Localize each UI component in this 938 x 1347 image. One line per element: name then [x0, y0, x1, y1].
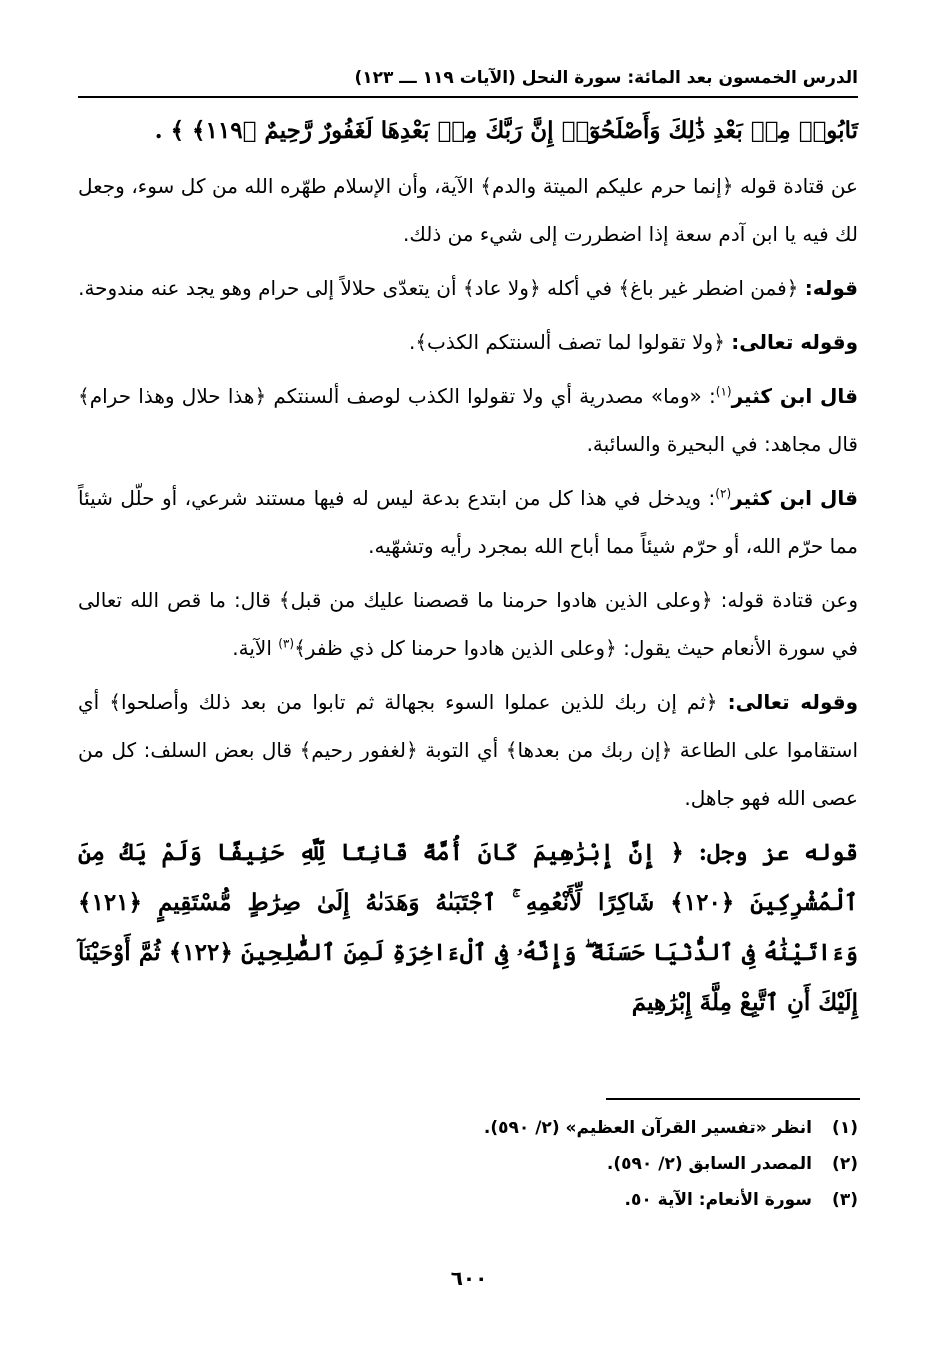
footnote-2 — [78, 1146, 858, 1182]
paragraph-lead: قوله: — [804, 276, 858, 300]
paragraph-ibn-kathir-2 — [78, 474, 858, 570]
footnote-ref-2[interactable]: (٢) — [715, 486, 732, 501]
footnote-3 — [78, 1182, 858, 1218]
page-number: ٦٠٠ — [450, 1266, 488, 1290]
paragraph-text: ﴿ثم إن ربك للذين عملوا السوء بجهالة ثم تابوا من بعد ذلك وأصلحوا﴾ أي استقاموا على الطاعة ﴿إن ربك من بعدها﴾ أي التوبة ﴿لغفور رحيم﴾ قال بعض السلف: كل من عصى الله فهو جاهل. — [78, 690, 858, 810]
footnote-text: سورة الأنعام: الآية ٥٠. — [624, 1190, 812, 1210]
paragraph-text: وعن قتادة قوله: ﴿وعلى الذين هادوا حرمنا ما قصصنا عليك من قبل﴾ قال: ما قص الله تعالى في سورة الأنعام حيث يقول: ﴿وعلى الذين هادوا حرمنا كل ذي ظفر﴾ — [78, 588, 858, 660]
paragraph-qatada-2 — [78, 576, 858, 672]
footnotes — [78, 1110, 858, 1218]
page-body — [78, 106, 858, 1034]
paragraph-qawluhu-taala-1 — [78, 318, 858, 366]
paragraph-lead: قال ابن كثير — [731, 384, 858, 408]
footnote-ref-1[interactable]: (١) — [715, 384, 732, 399]
footnote-1 — [78, 1110, 858, 1146]
paragraph-qatada-1 — [78, 162, 858, 258]
paragraph-qawluhu-1 — [78, 264, 858, 312]
paragraph-ibn-kathir-1 — [78, 372, 858, 468]
paragraph-text: ﴿فمن اضطر غير باغ﴾ في أكله ﴿ولا عاد﴾ أن يتعدّى حلالاً إلى حرام وهو يجد عنه مندوحة. — [78, 276, 805, 300]
paragraph-text: : ويدخل في هذا كل من ابتدع بدعة ليس له فيها مستند شرعي، أو حلّل شيئاً مما حرّم الله، أو حرّم شيئاً مما أباح الله بمجرد رأيه وتشهّيه. — [78, 486, 858, 558]
footnote-ref-3[interactable]: (٣) — [278, 636, 295, 651]
paragraph-text: : «وما» مصدرية أي ولا تقولوا الكذب لوصف ألسنتكم ﴿هذا حلال وهذا حرام﴾ قال مجاهد: في البحيرة والسائبة. — [78, 384, 858, 456]
paragraph-qawluhu-azza — [78, 828, 858, 1028]
paragraph-text: عن قتادة قوله ﴿إنما حرم عليكم الميتة والدم﴾ الآية، وأن الإسلام طهّره الله من كل سوء، وجعل لك فيه يا ابن آدم سعة إذا اضطررت إلى شيء من ذلك. — [78, 174, 858, 246]
footnote-text: انظر «تفسير القرآن العظيم» (٢/ ٥٩٠). — [483, 1118, 812, 1138]
paragraph-lead: وقوله تعالى: — [731, 330, 858, 354]
footnote-divider — [606, 1098, 860, 1100]
footnote-number: (١) — [832, 1118, 858, 1138]
footnote-number: (٢) — [832, 1154, 858, 1174]
footnote-text: المصدر السابق (٢/ ٥٩٠). — [606, 1154, 812, 1174]
paragraph-qawluhu-taala-2 — [78, 678, 858, 822]
verse-text: ﴿ إِنَّ إِبْرَٰهِيمَ كَانَ أُمَّةً قَانِتًا لِّلَّهِ حَنِيفًا وَلَمْ يَكُ مِنَ ٱلْمُشْرِكِينَ ﴿١٢٠﴾ شَاكِرًا لِّأَنْعُمِهِ ۚ ٱجْتَبَىٰهُ وَهَدَىٰهُ إِلَىٰ صِرَٰطٍ مُّسْتَقِيمٍ ﴿١٢١﴾ وَءَاتَيْنَٰهُ فِى ٱلدُّنْيَا حَسَنَةً ۖ وَإِنَّهُۥ فِى ٱلْءَاخِرَةِ لَمِنَ ٱلصَّٰلِحِينَ ﴿١٢٢﴾ ثُمَّ أَوْحَيْنَآ إِلَيْكَ أَنِ ٱتَّبِعْ مِلَّةَ إِبْرَٰهِيمَ — [78, 839, 859, 1016]
paragraph-lead: قال ابن كثير — [731, 486, 858, 510]
paragraph-text: ﴿ولا تقولوا لما تصف ألسنتكم الكذب﴾. — [408, 330, 732, 354]
verse-text: تَابُوا۟ مِنۢ بَعْدِ ذَٰلِكَ وَأَصْلَحُوٓا۟ إِنَّ رَبَّكَ مِنۢ بَعْدِهَا لَغَفُورٌ رَّحِيمٌ ﴿١١٩﴾ ﴾ . — [154, 117, 858, 144]
footnote-number: (٣) — [832, 1190, 858, 1210]
paragraph-lead: قوله عز وجل: — [698, 839, 858, 866]
paragraph-tail: الآية. — [232, 636, 279, 660]
verse-119-end — [78, 106, 858, 156]
paragraph-lead: وقوله تعالى: — [727, 690, 859, 714]
header-divider — [78, 96, 858, 98]
running-header: الدرس الخمسون بعد المائة: سورة النحل (الآيات ١١٩ ـــ ١٢٣) — [354, 68, 858, 88]
